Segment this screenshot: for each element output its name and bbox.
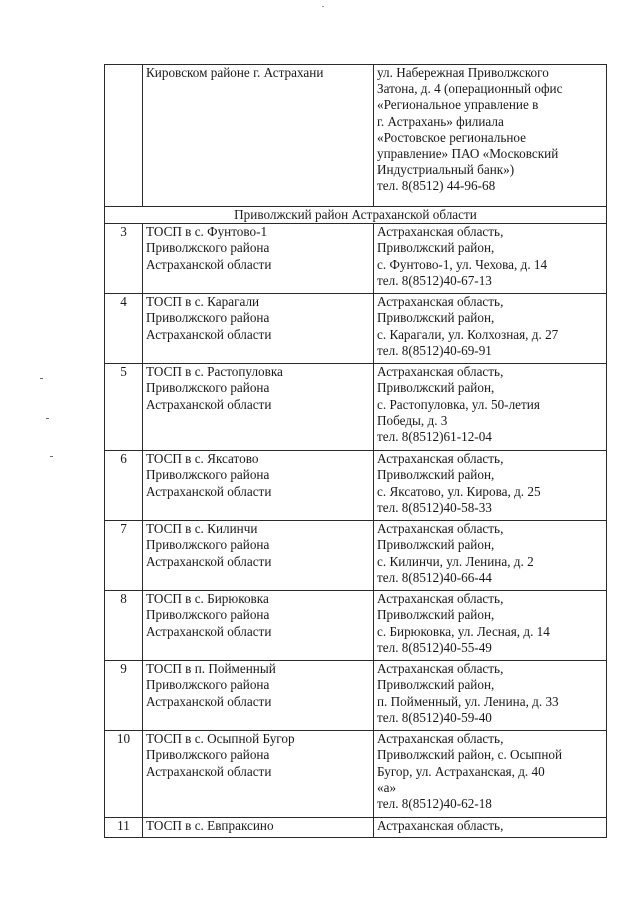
office-name-cell bbox=[143, 451, 374, 521]
office-address-cell bbox=[374, 294, 607, 364]
office-name-line: Кировском районе г. Астрахани bbox=[146, 65, 324, 80]
office-name-cell bbox=[143, 661, 374, 731]
row-number-cell: 9 bbox=[105, 661, 143, 731]
office-address-cell bbox=[374, 224, 607, 294]
address-line: Приволжский район, bbox=[377, 240, 495, 256]
office-name-line: Астраханской области bbox=[146, 256, 272, 272]
scan-speck bbox=[50, 456, 53, 457]
office-name-line: ТОСП в с. Фунтово-1 bbox=[146, 224, 268, 240]
office-name-line: Приволжского района bbox=[146, 607, 270, 623]
address-line: Победы, д. 3 bbox=[377, 412, 448, 428]
address-line: «Региональное управление в bbox=[377, 97, 539, 113]
office-name-line: Астраханской области bbox=[146, 623, 272, 639]
row-number-cell: 8 bbox=[105, 591, 143, 661]
phone-line: тел. 8(8512)40-58-33 bbox=[377, 499, 492, 515]
address-line: Бугор, ул. Астраханская, д. 40 bbox=[377, 763, 545, 779]
table-row bbox=[105, 591, 607, 661]
office-name-line: Приволжского района bbox=[146, 310, 270, 326]
address-line: Приволжский район, bbox=[377, 537, 495, 553]
address-line: г. Астрахань» филиала bbox=[377, 113, 504, 129]
address-line: Приволжский район, bbox=[377, 467, 495, 483]
address-line: Приволжский район, bbox=[377, 380, 495, 396]
office-address-cell bbox=[374, 731, 607, 818]
row-number-cell: 10 bbox=[105, 731, 143, 818]
office-address-cell bbox=[374, 364, 607, 451]
address-line: с. Килинчи, ул. Ленина, д. 2 bbox=[377, 553, 534, 569]
address-line: Астраханская область, bbox=[377, 818, 504, 834]
address-line: Астраханская область, bbox=[377, 661, 504, 677]
table-row bbox=[105, 731, 607, 818]
office-name-cell bbox=[143, 521, 374, 591]
office-name-line: Приволжского района bbox=[146, 240, 270, 256]
branch-offices-table bbox=[104, 64, 607, 838]
office-address-cell bbox=[374, 521, 607, 591]
table-row bbox=[105, 521, 607, 591]
row-number-cell: 6 bbox=[105, 451, 143, 521]
address-line: Астраханская область, bbox=[377, 591, 504, 607]
office-name-line: Астраханской области bbox=[146, 396, 272, 412]
scan-speck bbox=[46, 418, 49, 419]
row-number-cell: 5 bbox=[105, 364, 143, 451]
office-name-line: ТОСП в с. Килинчи bbox=[146, 521, 258, 537]
office-address-cell bbox=[374, 661, 607, 731]
phone-line: тел. 8(8512)40-67-13 bbox=[377, 272, 492, 288]
row-number-cell: 11 bbox=[105, 818, 143, 838]
office-name-cell bbox=[143, 224, 374, 294]
row-number-cell: 4 bbox=[105, 294, 143, 364]
address-line: Астраханская область, bbox=[377, 521, 504, 537]
table-row bbox=[105, 451, 607, 521]
table-row bbox=[105, 661, 607, 731]
table-row bbox=[105, 364, 607, 451]
phone-line: тел. 8(8512)40-55-49 bbox=[377, 639, 492, 655]
office-name-cell bbox=[143, 591, 374, 661]
office-name-line: Приволжского района bbox=[146, 537, 270, 553]
address-line: Астраханская область, bbox=[377, 451, 504, 467]
office-address-cell bbox=[374, 65, 607, 207]
phone-line: тел. 8(8512) 44-96-68 bbox=[377, 178, 496, 194]
address-line: Приволжский район, bbox=[377, 607, 495, 623]
phone-line: тел. 8(8512)40-69-91 bbox=[377, 342, 492, 358]
table-row bbox=[105, 818, 607, 838]
address-line: Астраханская область, bbox=[377, 364, 504, 380]
address-line: Приволжский район, bbox=[377, 677, 495, 693]
office-name-line: ТОСП в п. Пойменный bbox=[146, 661, 276, 677]
address-line: с. Растопуловка, ул. 50-летия bbox=[377, 396, 540, 412]
address-line: управление» ПАО «Московский bbox=[377, 146, 559, 162]
address-line: Приволжский район, с. Осыпной bbox=[377, 747, 563, 763]
section-header-row bbox=[105, 207, 607, 224]
table-body bbox=[105, 65, 607, 838]
address-line: ул. Набережная Приволжского bbox=[377, 65, 549, 80]
address-line: с. Бирюковка, ул. Лесная, д. 14 bbox=[377, 623, 550, 639]
table-row bbox=[105, 294, 607, 364]
address-line: «а» bbox=[377, 779, 397, 795]
address-line: Астраханская область, bbox=[377, 294, 504, 310]
office-name-line: ТОСП в с. Растопуловка bbox=[146, 364, 283, 380]
office-name-line: Приволжского района bbox=[146, 467, 270, 483]
table-row bbox=[105, 224, 607, 294]
office-address-cell bbox=[374, 451, 607, 521]
address-line: с. Яксатово, ул. Кирова, д. 25 bbox=[377, 483, 541, 499]
table-row-continuation bbox=[105, 65, 607, 207]
office-name-line: ТОСП в с. Яксатово bbox=[146, 451, 259, 467]
scan-speck bbox=[40, 378, 43, 379]
office-name-cell bbox=[143, 731, 374, 818]
office-name-line: ТОСП в с. Бирюковка bbox=[146, 591, 269, 607]
office-address-cell bbox=[374, 591, 607, 661]
row-number-cell bbox=[105, 65, 143, 207]
address-line: Астраханская область, bbox=[377, 224, 504, 240]
office-name-cell bbox=[143, 818, 374, 838]
section-title: Приволжский район Астраханской области bbox=[105, 207, 607, 224]
address-line: с. Карагали, ул. Колхозная, д. 27 bbox=[377, 326, 559, 342]
office-name-line: Астраханской области bbox=[146, 763, 272, 779]
phone-line: тел. 8(8512)40-66-44 bbox=[377, 569, 492, 585]
office-name-line: Приволжского района bbox=[146, 677, 270, 693]
office-name-line: Приволжского района bbox=[146, 747, 270, 763]
office-name-cell bbox=[143, 364, 374, 451]
phone-line: тел. 8(8512)40-59-40 bbox=[377, 709, 492, 725]
address-line: «Ростовское региональное bbox=[377, 129, 526, 145]
address-line: Индустриальный банк») bbox=[377, 162, 515, 178]
address-line: Приволжский район, bbox=[377, 310, 495, 326]
office-name-cell bbox=[143, 65, 374, 207]
office-name-line: Астраханской области bbox=[146, 553, 272, 569]
row-number-cell: 7 bbox=[105, 521, 143, 591]
row-number-cell: 3 bbox=[105, 224, 143, 294]
office-name-line: Приволжского района bbox=[146, 380, 270, 396]
office-name-line: ТОСП в с. Осыпной Бугор bbox=[146, 731, 295, 747]
address-line: Затона, д. 4 (операционный офис bbox=[377, 81, 563, 97]
address-line: с. Фунтово-1, ул. Чехова, д. 14 bbox=[377, 256, 548, 272]
office-address-cell bbox=[374, 818, 607, 838]
scan-speck bbox=[322, 6, 324, 7]
address-line: Астраханская область, bbox=[377, 731, 504, 747]
phone-line: тел. 8(8512)40-62-18 bbox=[377, 796, 492, 812]
phone-line: тел. 8(8512)61-12-04 bbox=[377, 429, 492, 445]
office-name-line: ТОСП в с. Карагали bbox=[146, 294, 260, 310]
address-line: п. Пойменный, ул. Ленина, д. 33 bbox=[377, 693, 559, 709]
office-name-cell bbox=[143, 294, 374, 364]
office-name-line: Астраханской области bbox=[146, 326, 272, 342]
office-name-line: Астраханской области bbox=[146, 483, 272, 499]
office-name-line: ТОСП в с. Евпраксино bbox=[146, 818, 274, 834]
office-name-line: Астраханской области bbox=[146, 693, 272, 709]
